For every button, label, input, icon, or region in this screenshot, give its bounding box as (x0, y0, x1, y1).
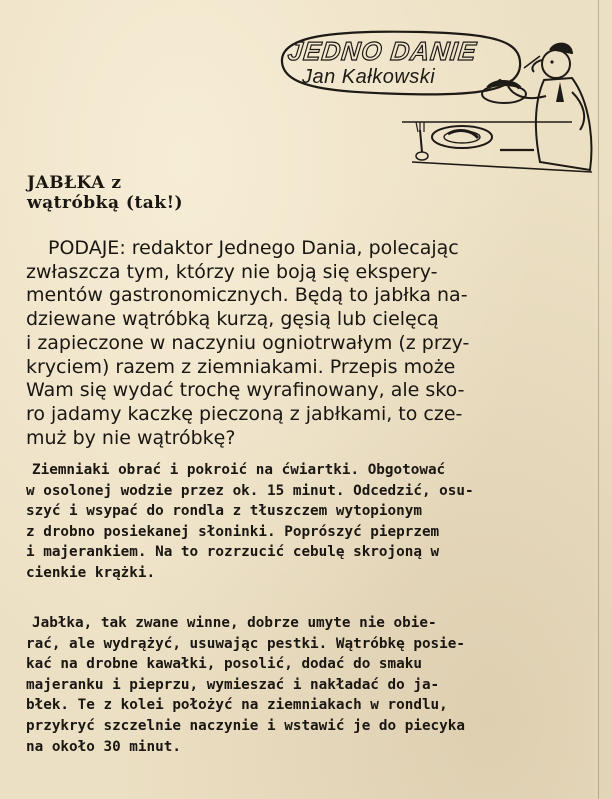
headline-line-1: JABŁKA z (27, 173, 122, 193)
body-line: kać na drobne kawałki, posolić, dodać do smaku (26, 656, 422, 673)
lead-line: Wam się wydać trochę wyrafinowany, ale sko- (26, 379, 465, 402)
logo-title: JEDNO DANIE (286, 36, 479, 66)
lead-paragraph (26, 237, 590, 450)
body-line: błek. Te z kolei położyć na ziemniakach w rondlu, (26, 697, 448, 714)
logo-author: Jan Kałkowski (302, 66, 436, 88)
lead-line: ro jadamy kaczkę pieczoną z jabłkami, to cze- (26, 402, 463, 425)
body-line: w osolonej wodzie przez ok. 15 minut. Odcedzić, osu- (26, 482, 474, 499)
body-line: i majerankiem. Na to rozrzucić cebulę skrojoną w (26, 544, 440, 561)
headline-line-2: wątróbką (tak!) (27, 193, 184, 213)
body-line: przykryć szczelnie naczynie i wstawić je do piecyka (26, 717, 465, 734)
body-line: na około 30 minut. (26, 738, 181, 755)
body-line: z drobno posiekanej słoninki. Poprószyć pieprzem (26, 523, 440, 540)
body-line: Ziemniaki obrać i pokroić na ćwiartki. Obgotować (32, 462, 446, 478)
lead-line: muż by nie wątróbkę? (26, 426, 236, 449)
recipe-paragraph-1 (26, 460, 588, 584)
lead-line: zwłaszcza tym, którzy nie boją się ekspery- (26, 260, 438, 283)
lead-line: dziewane wątróbką kurzą, gęsią lub cielęcą (26, 308, 439, 331)
column-logo (272, 22, 600, 178)
lead-line: PODAJE: redaktor Jednego Dania, polecając (48, 237, 459, 259)
body-line: szyć i wsypać do rondla z tłuszczem wytopionym (26, 503, 422, 520)
recipe-paragraph-2 (26, 613, 588, 757)
body-line: majeranku i pieprzu, wymieszać i nakładać do ja- (26, 676, 440, 693)
lead-line: i zapieczone w naczyniu ogniotrwałym (z przy- (26, 331, 470, 354)
body-line: cienkie krążki. (26, 564, 156, 581)
body-line: Jabłka, tak zwane winne, dobrze umyte nie obie- (32, 615, 437, 631)
article-headline (27, 173, 247, 213)
lead-line: mentów gastronomicznych. Będą to jabłka na- (26, 284, 468, 307)
lead-line: kryciem) razem z ziemniakami. Przepis może (26, 355, 456, 378)
body-line: rać, ale wydrążyć, usuwając pestki. Wątróbkę posie- (26, 635, 465, 652)
